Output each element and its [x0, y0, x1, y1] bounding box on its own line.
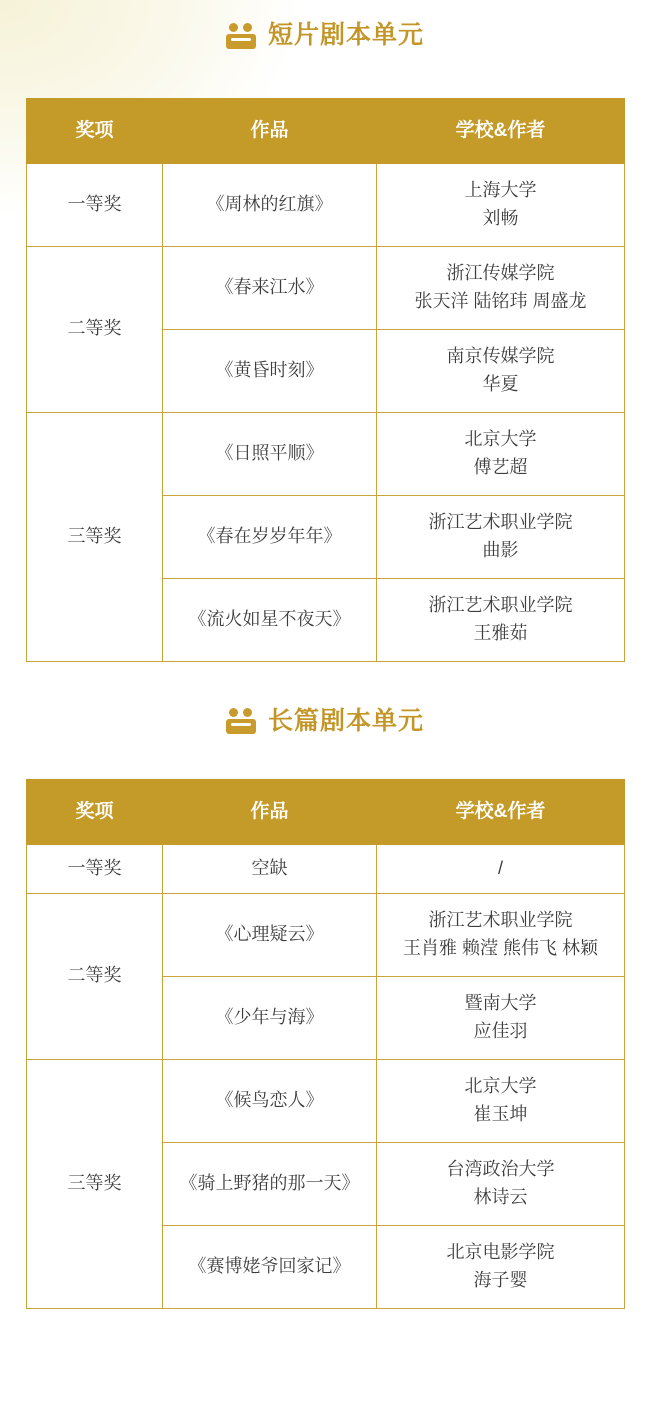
- author-name: 华夏: [482, 373, 519, 394]
- school-name: /: [497, 858, 503, 878]
- author-name: 傅艺超: [473, 456, 528, 477]
- school-name: 浙江艺术职业学院: [428, 511, 573, 532]
- author-name: 刘畅: [482, 207, 519, 228]
- clapperboard-icon: [226, 708, 256, 734]
- school-name: 浙江艺术职业学院: [428, 910, 573, 930]
- work-title: 《黄昏时刻》: [163, 329, 377, 412]
- award-table-feature-script: [26, 779, 624, 1309]
- section-heading-short-script: [0, 0, 650, 50]
- work-title: 《春在岁岁年年》: [163, 495, 377, 578]
- work-title: 空缺: [163, 845, 377, 894]
- column-header-work: 作品: [163, 98, 377, 163]
- school-author: [377, 893, 625, 976]
- author-name: 应佳羽: [473, 1020, 528, 1041]
- section-heading-feature-script: [0, 662, 650, 736]
- school-author: [377, 495, 625, 578]
- award-label: 三等奖: [27, 1059, 163, 1308]
- section-title: 长篇剧本单元: [267, 706, 424, 735]
- author-name: 林诗云: [473, 1186, 528, 1207]
- school-author: [377, 163, 625, 246]
- award-label: 二等奖: [27, 893, 163, 1059]
- table-row: [27, 893, 625, 976]
- school-name: 南京传媒学院: [446, 345, 555, 366]
- work-title: 《少年与海》: [163, 976, 377, 1059]
- school-name: 暨南大学: [464, 993, 537, 1013]
- column-header-school-author: 学校&作者: [377, 780, 625, 845]
- award-label: 二等奖: [27, 246, 163, 412]
- work-title: 《春来江水》: [163, 246, 377, 329]
- column-header-award: 奖项: [27, 780, 163, 845]
- table-row: [27, 1059, 625, 1142]
- school-author: [377, 1142, 625, 1225]
- school-author: [377, 845, 625, 894]
- work-title: 《骑上野猪的那一天》: [163, 1142, 377, 1225]
- table-row: [27, 845, 625, 894]
- column-header-school-author: 学校&作者: [377, 98, 625, 163]
- bottom-spacer: [0, 1309, 650, 1349]
- table-row: [27, 163, 625, 246]
- school-name: 浙江传媒学院: [446, 262, 555, 283]
- table-header-row: [27, 98, 625, 163]
- school-author: [377, 578, 625, 661]
- table-row: [27, 246, 625, 329]
- author-name: 张天洋 陆铭玮 周盛龙: [414, 290, 587, 311]
- school-author: [377, 412, 625, 495]
- school-name: 北京大学: [464, 428, 537, 449]
- work-title: 《日照平顺》: [163, 412, 377, 495]
- work-title: 《流火如星不夜天》: [163, 578, 377, 661]
- award-label: 三等奖: [27, 412, 163, 661]
- work-title: 《周林的红旗》: [163, 163, 377, 246]
- work-title: 《候鸟恋人》: [163, 1059, 377, 1142]
- school-author: [377, 246, 625, 329]
- column-header-award: 奖项: [27, 98, 163, 163]
- author-name: 海子婴: [473, 1269, 528, 1290]
- school-name: 北京大学: [464, 1076, 537, 1096]
- clapperboard-icon: [226, 23, 256, 49]
- school-author: [377, 1225, 625, 1308]
- work-title: 《心理疑云》: [163, 893, 377, 976]
- table-header-row: [27, 780, 625, 845]
- school-author: [377, 1059, 625, 1142]
- award-label: 一等奖: [27, 163, 163, 246]
- school-author: [377, 329, 625, 412]
- school-name: 北京电影学院: [446, 1242, 555, 1262]
- column-header-work: 作品: [163, 780, 377, 845]
- table-row: [27, 412, 625, 495]
- award-label: 一等奖: [27, 845, 163, 894]
- author-name: 王雅茹: [473, 622, 528, 643]
- school-author: [377, 976, 625, 1059]
- award-table-short-script: [26, 98, 624, 662]
- school-name: 上海大学: [464, 179, 537, 200]
- author-name: 崔玉坤: [473, 1103, 528, 1124]
- section-title: 短片剧本单元: [267, 21, 424, 49]
- author-name: 曲影: [482, 539, 519, 560]
- author-name: 王肖雅 赖滢 熊伟飞 林颖: [402, 937, 598, 958]
- school-name: 台湾政治大学: [446, 1159, 555, 1179]
- work-title: 《赛博姥爷回家记》: [163, 1225, 377, 1308]
- school-name: 浙江艺术职业学院: [428, 594, 573, 615]
